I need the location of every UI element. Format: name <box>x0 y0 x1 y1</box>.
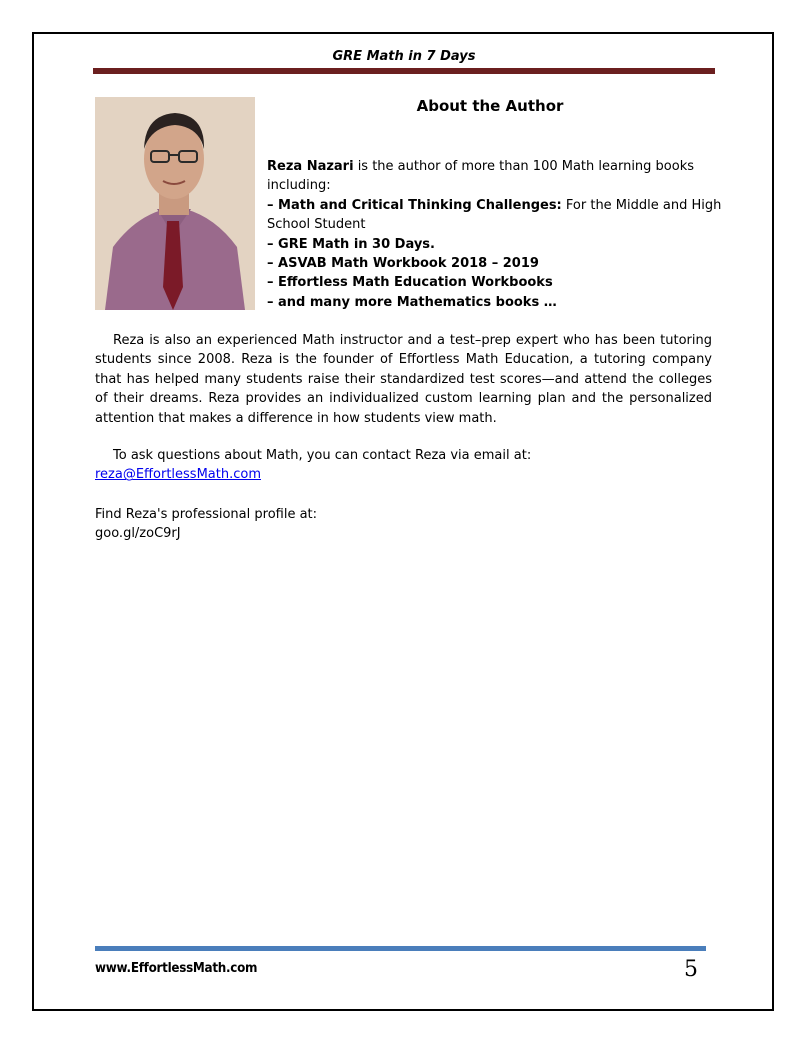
book-item-1-title: – Math and Critical Thinking Challenges: <box>267 197 562 213</box>
author-photo <box>95 97 255 310</box>
intro-line-2: including: <box>267 178 331 194</box>
book-item-1 <box>267 196 722 215</box>
book-item-4-title: – Effortless Math Education Workbooks <box>267 275 553 291</box>
book-item-1-cont: School Student <box>267 217 366 233</box>
footer-rule <box>95 946 706 951</box>
book-item-1-subtitle: For the Middle and High <box>561 197 722 213</box>
section-heading: About the Author <box>416 97 564 115</box>
book-item-2 <box>267 235 713 254</box>
book-item-2-title: – GRE Math in 30 Days. <box>267 236 435 252</box>
running-header: GRE Math in 7 Days <box>332 49 476 64</box>
author-name: Reza Nazari <box>267 159 354 174</box>
book-item-3 <box>267 254 713 273</box>
book-item-5-title: – and many more Mathematics books … <box>267 294 557 310</box>
page-number: 5 <box>684 957 698 982</box>
contact-paragraph <box>95 446 712 485</box>
header-rule <box>93 68 715 74</box>
book-item-5 <box>267 293 713 312</box>
book-item-3-title: – ASVAB Math Workbook 2018 – 2019 <box>267 256 539 272</box>
intro-text: is the author of more than 100 Math learning books <box>353 159 695 174</box>
profile-url: goo.gl/zoC9rJ <box>95 526 181 542</box>
bio-paragraph: Reza is also an experienced Math instructor and a test–prep expert who has been tutoring students since 2008. Reza is the founder of Effortless Math Education, a tutoring company that has helped many students raise their standardized test scores—and attend the colleges of their dreams. Reza provides an individualized custom learning plan and the personalized attention that makes a difference in how students view math. <box>95 333 712 426</box>
book-item-4 <box>267 273 713 292</box>
email-link[interactable]: reza@EffortlessMath.com <box>95 467 261 483</box>
profile-paragraph <box>95 505 712 544</box>
author-intro <box>267 157 722 312</box>
profile-text: Find Reza's professional profile at: <box>95 507 318 522</box>
footer-website: www.EffortlessMath.com <box>95 961 258 976</box>
contact-text: To ask questions about Math, you can contact Reza via email at: <box>113 448 532 463</box>
intro-line-1 <box>267 157 713 176</box>
